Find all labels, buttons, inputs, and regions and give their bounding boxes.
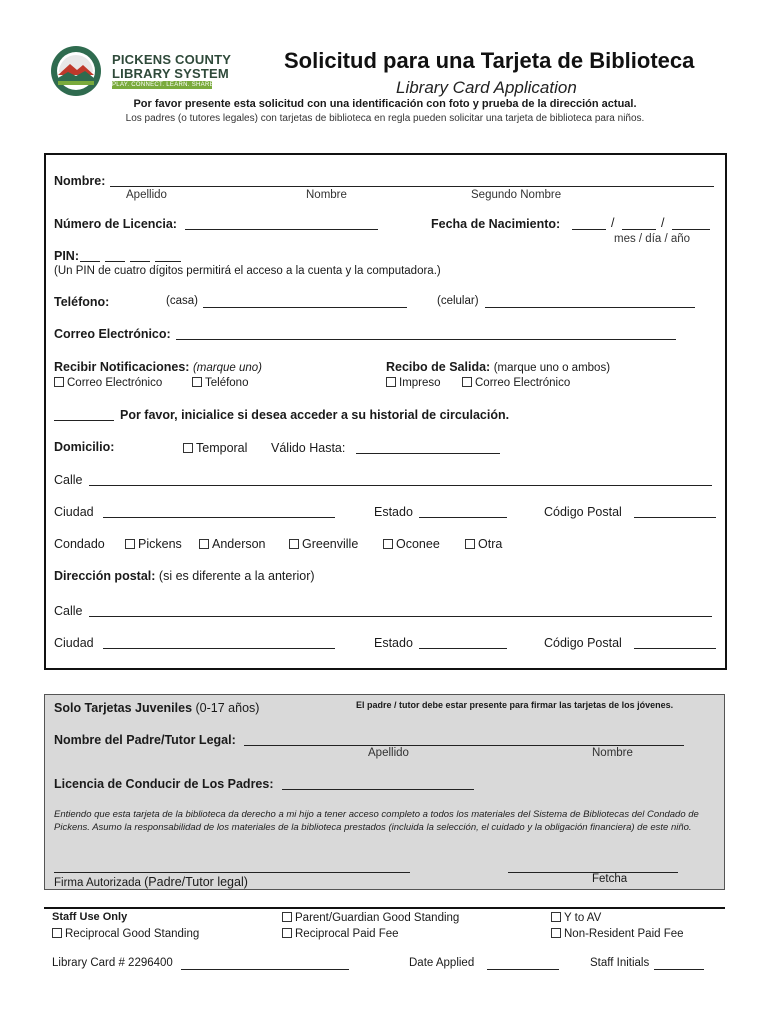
guardian-label: Nombre del Padre/Tutor Legal: xyxy=(54,733,236,747)
zip-field[interactable] xyxy=(634,505,716,518)
dob-month-field[interactable] xyxy=(572,217,606,230)
guardian-sub-last: Apellido xyxy=(368,747,409,759)
receipt-group xyxy=(386,360,610,374)
checkbox-icon[interactable] xyxy=(54,377,64,387)
pin-digit-4[interactable] xyxy=(155,249,181,262)
notify-email-option[interactable]: Correo Electrónico xyxy=(54,377,162,389)
street-label: Calle xyxy=(54,473,83,487)
phone-home-label: (casa) xyxy=(166,295,198,307)
guardian-name-field[interactable] xyxy=(244,733,684,746)
staff-y-to-av[interactable]: Y to AV xyxy=(551,912,601,924)
library-logo xyxy=(50,45,102,97)
license-field[interactable] xyxy=(185,217,378,230)
phone-cell-label: (celular) xyxy=(437,295,479,307)
mailing-label: Dirección postal: xyxy=(54,569,156,583)
instruction-parents: Los padres (o tutores legales) con tarjetas de biblioteca en regla pueden solicitar una tarjeta de biblioteca para niños. xyxy=(125,113,645,124)
address-label: Domicilio: xyxy=(54,440,115,454)
signature-group xyxy=(54,875,248,889)
org-tagline: PLAY. CONNECT. LEARN. SHARE. xyxy=(112,82,216,88)
mailing-state-field[interactable] xyxy=(419,636,507,649)
pin-digit-1[interactable] xyxy=(80,249,100,262)
library-card-field[interactable] xyxy=(181,957,349,970)
notify-phone-option[interactable]: Teléfono xyxy=(192,377,248,389)
county-label: Condado xyxy=(54,537,105,551)
dob-sep-2: / xyxy=(661,216,665,230)
staff-reciprocal-paid[interactable]: Reciprocal Paid Fee xyxy=(282,928,399,940)
checkbox-icon[interactable] xyxy=(551,928,561,938)
staff-initials-field[interactable] xyxy=(654,957,704,970)
receipt-printed-option[interactable]: Impreso xyxy=(386,377,441,389)
date-applied-field[interactable] xyxy=(487,957,559,970)
checkbox-icon[interactable] xyxy=(199,539,209,549)
guardian-sub-first: Nombre xyxy=(592,747,633,759)
signature-date-field[interactable] xyxy=(508,860,678,873)
checkbox-icon[interactable] xyxy=(192,377,202,387)
street-field[interactable] xyxy=(89,473,712,486)
county-option-other[interactable]: Otra xyxy=(465,537,502,551)
county-option-pickens[interactable]: Pickens xyxy=(125,537,182,551)
responsibility-statement: Entiendo que esta tarjeta de la biblioteca da derecho a mi hijo a tener acceso completo a todos los materiales del Sistema de Bibliotecas del Condado de Pickens. Asumo la responsabilidad de los materiales de la biblioteca prestados (incluida la selección, el cuidado y la obligación financiera) de este niño. xyxy=(54,809,699,833)
county-option-greenville[interactable]: Greenville xyxy=(289,537,358,551)
email-label: Correo Electrónico: xyxy=(54,327,171,341)
pin-note: (Un PIN de cuatro dígitos permitirá el acceso a la cuenta y la computadora.) xyxy=(54,265,441,277)
mailing-zip-label: Código Postal xyxy=(544,636,622,650)
valid-until-label: Válido Hasta: xyxy=(271,441,346,455)
receipt-hint: (marque uno o ambos) xyxy=(493,362,611,374)
page-subtitle: Library Card Application xyxy=(396,78,577,97)
staff-reciprocal-good[interactable]: Reciprocal Good Standing xyxy=(52,928,199,940)
name-sub-first: Nombre xyxy=(306,189,347,201)
signature-label: Firma Autorizada xyxy=(54,877,141,889)
phone-label: Teléfono: xyxy=(54,295,110,309)
signature-who: (Padre/Tutor legal) xyxy=(144,875,248,889)
temporary-option[interactable]: Temporal xyxy=(183,441,247,455)
parent-license-label: Licencia de Conducir de Los Padres: xyxy=(54,777,274,791)
city-field[interactable] xyxy=(103,505,335,518)
valid-until-field[interactable] xyxy=(356,441,500,454)
phone-cell-field[interactable] xyxy=(485,295,695,308)
checkbox-icon[interactable] xyxy=(52,928,62,938)
juvenile-parent-note: El padre / tutor debe estar presente para firmar las tarjetas de los jóvenes. xyxy=(356,700,674,710)
dob-sep-1: / xyxy=(611,216,615,230)
signature-date-label: Fetcha xyxy=(592,873,628,885)
checkbox-icon[interactable] xyxy=(383,539,393,549)
checkbox-icon[interactable] xyxy=(386,377,396,387)
mailing-street-label: Calle xyxy=(54,604,83,618)
mailing-zip-field[interactable] xyxy=(634,636,716,649)
juvenile-title: Solo Tarjetas Juveniles xyxy=(54,701,193,715)
county-option-oconee[interactable]: Oconee xyxy=(383,537,440,551)
state-label: Estado xyxy=(374,505,413,519)
checkbox-icon[interactable] xyxy=(125,539,135,549)
juvenile-age-range: (0-17 años) xyxy=(195,701,260,715)
org-name-line1: PICKENS COUNTY xyxy=(112,52,232,67)
org-name-line2: LIBRARY SYSTEM xyxy=(112,66,229,81)
page-title: Solicitud para una Tarjeta de Biblioteca xyxy=(284,48,695,73)
staff-title: Staff Use Only xyxy=(52,911,128,923)
county-option-anderson[interactable]: Anderson xyxy=(199,537,266,551)
mailing-city-label: Ciudad xyxy=(54,636,94,650)
name-label: Nombre: xyxy=(54,174,106,188)
mailing-city-field[interactable] xyxy=(103,636,335,649)
parent-license-field[interactable] xyxy=(282,777,474,790)
pin-label: PIN: xyxy=(54,249,79,263)
notify-label: Recibir Notificaciones: xyxy=(54,360,190,374)
juvenile-title-group xyxy=(54,701,259,715)
checkbox-icon[interactable] xyxy=(551,912,561,922)
license-label: Número de Licencia: xyxy=(54,217,177,231)
receipt-label: Recibo de Salida: xyxy=(386,360,491,374)
pin-digit-2[interactable] xyxy=(105,249,125,262)
history-label: Por favor, inicialice si desea acceder a su historial de circulación. xyxy=(120,408,510,422)
library-card-label: Library Card # 2296400 xyxy=(52,957,173,969)
signature-field[interactable] xyxy=(54,860,410,873)
email-field[interactable] xyxy=(176,327,676,340)
pin-digit-3[interactable] xyxy=(130,249,150,262)
staff-parent-good[interactable]: Parent/Guardian Good Standing xyxy=(282,912,459,924)
receipt-email-option[interactable]: Correo Electrónico xyxy=(462,377,570,389)
mailing-street-field[interactable] xyxy=(89,604,712,617)
state-field[interactable] xyxy=(419,505,507,518)
dob-year-field[interactable] xyxy=(672,217,710,230)
date-applied-label: Date Applied xyxy=(409,957,475,969)
zip-label: Código Postal xyxy=(544,505,622,519)
notify-hint: (marque uno) xyxy=(192,362,262,374)
notify-group xyxy=(54,360,262,374)
instruction-id: Por favor presente esta solicitud con una identificación con foto y prueba de la dirección actual. xyxy=(133,98,637,110)
history-initials-field[interactable] xyxy=(54,408,114,421)
checkbox-icon[interactable] xyxy=(289,539,299,549)
staff-initials-label: Staff Initials xyxy=(590,957,650,969)
name-sub-last: Apellido xyxy=(126,189,167,201)
staff-divider xyxy=(44,907,725,909)
mailing-hint: (si es diferente a la anterior) xyxy=(158,569,315,583)
staff-nonresident[interactable]: Non-Resident Paid Fee xyxy=(551,928,684,940)
mailing-group xyxy=(54,569,315,583)
checkbox-icon[interactable] xyxy=(282,912,292,922)
dob-hint: mes / día / año xyxy=(614,233,691,245)
checkbox-icon[interactable] xyxy=(282,928,292,938)
phone-home-field[interactable] xyxy=(203,295,407,308)
name-field[interactable] xyxy=(110,174,714,187)
checkbox-icon[interactable] xyxy=(183,443,193,453)
city-label: Ciudad xyxy=(54,505,94,519)
checkbox-icon[interactable] xyxy=(465,539,475,549)
dob-day-field[interactable] xyxy=(622,217,656,230)
mailing-state-label: Estado xyxy=(374,636,413,650)
checkbox-icon[interactable] xyxy=(462,377,472,387)
name-sub-middle: Segundo Nombre xyxy=(471,189,562,201)
dob-label: Fecha de Nacimiento: xyxy=(431,217,561,231)
